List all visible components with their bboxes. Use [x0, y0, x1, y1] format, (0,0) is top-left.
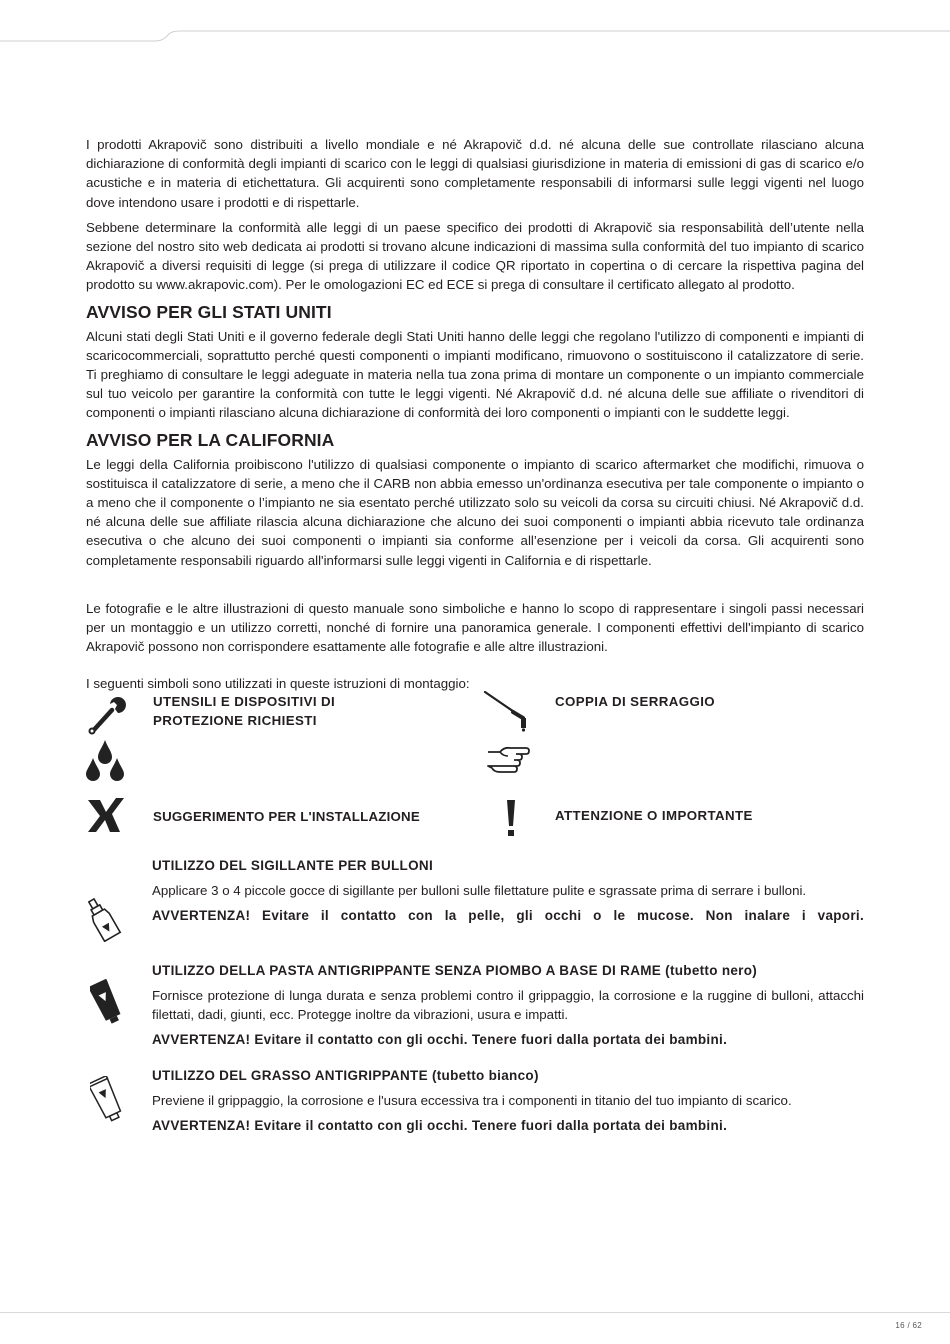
page-content	[86, 135, 864, 1135]
header-rule	[0, 0, 950, 45]
usage-copper-paste	[86, 961, 864, 1050]
california-notice-heading: AVVISO PER LA CALIFORNIA	[86, 429, 335, 450]
copper-paste-body: Fornisce protezione di lunga durata e senza problemi contro il grippaggio, la corrosione e la ruggine di bulloni, attacchi filettati, dadi, giunti, ecc. Protegge inoltre da vibrazioni, usura e impatti.	[152, 988, 864, 1023]
footer-rule	[0, 1312, 950, 1313]
akrapovic-logo-icon	[86, 796, 126, 834]
us-notice-heading: AVVISO PER GLI STATI UNITI	[86, 301, 332, 322]
california-notice-text: Le leggi della California proibiscono l'utilizzo di qualsiasi componente o impianto di scarico aftermarket che modifichi, rimuova o sostituisca il catalizzatore di serie, a meno che il CARB non abbia emesso un'ordinanza esecutiva per tale componente o impianto o a meno che il componente o l’impianto ne sia esentato perché utilizzato solo su veicoli da corsa su circuiti chiusi. Né Akrapovič d.d. né alcuna delle sue affiliate rilascia alcuna dichiarazione che alcuno dei suoi componenti o impianti abbia ricevuto tale ordinanza esecutiva o che alcuno dei suoi componenti o impianti sia conforme all’esenzione per i veicoli da corsa. Gli acquirenti sono completamente responsabili riguardo all'informarsi sulle leggi vigenti in California e di rispettarle.	[86, 456, 864, 568]
symbols-legend	[86, 694, 864, 854]
page-number: 16 / 62	[895, 1321, 922, 1330]
pointing-hand-icon	[486, 744, 530, 774]
sealant-body: Applicare 3 o 4 piccole gocce di sigillante per bulloni sulle filettature pulite e sgrassate prima di serrare i bulloni.	[152, 882, 807, 898]
copper-paste-warning: AVVERTENZA! Evitare il contatto con gli occhi. Tenere fuori dalla portata dei bambini.	[152, 1032, 728, 1048]
torque-label: COPPIA DI SERRAGGIO	[555, 693, 716, 709]
intro-paragraph: I prodotti Akrapovič sono distribuiti a livello mondiale e né Akrapovič d.d. né alcuna delle sue controllate rilasciano alcuna dichiarazione di conformità degli impianti di scarico con le leggi di qualsiasi giurisdizione in materia di emissioni di gas di scarico e/o acustiche e in materia di etichettatura. Gli acquirenti sono completamente responsabili di informarsi sulle leggi vigenti nel luogo dove intendono usare i prodotti e di rispettarle.	[86, 137, 864, 210]
white-tube-icon	[90, 1076, 122, 1122]
tip-label: SUGGERIMENTO PER L'INSTALLAZIONE	[153, 808, 420, 824]
torque-wrench-icon	[483, 688, 529, 732]
grease-warning: AVVERTENZA! Evitare il contatto con gli occhi. Tenere fuori dalla portata dei bambini.	[152, 1117, 728, 1133]
usage-sealant	[86, 856, 864, 925]
exclamation-icon	[502, 798, 520, 838]
compliance-paragraph: Sebbene determinare la conformità alle leggi di un paese specifico dei prodotti di Akrapovič sia responsabilità dell’utente nella sezione del nostro sito web dedicata ai prodotti si trovano alcune indicazioni di massima sulla conformità del tuo impianto di scarico Akrapovič a diversi requisiti di legge (si prega di utilizzare il codice QR riportato in copertina o di cercare la rispettiva pagina del prodotto su www.akrapovic.com). Per le omologazioni EC ed ECE si prega di consultare il certificato allegato al prodotto.	[86, 219, 864, 293]
drops-icon	[84, 738, 126, 782]
tools-label: UTENSILI E DISPOSITIVI DI PROTEZIONE RICHIESTI	[153, 693, 336, 729]
symbols-intro: I seguenti simboli sono utilizzati in queste istruzioni di montaggio:	[86, 676, 470, 692]
black-tube-icon	[90, 979, 122, 1025]
grease-body: Previene il grippaggio, la corrosione e l'usura eccessiva tra i componenti in titanio del tuo impianto di scarico.	[152, 1092, 792, 1108]
illustrations-paragraph: Le fotografie e le altre illustrazioni di questo manuale sono simboliche e hanno lo scopo di rappresentare i singoli passi necessari per un montaggio e un utilizzo corretti, nonché di fornire una panoramica generale. I componenti effettivi dell'impianto di scarico Akrapovič possono non corrispondere esattamente alle fotografie e alle altre illustrazioni.	[86, 600, 864, 655]
wrench-icon	[86, 696, 126, 736]
sealant-title: UTILIZZO DEL SIGILLANTE PER BULLONI	[152, 857, 433, 873]
usage-grease	[86, 1066, 864, 1135]
grease-title: UTILIZZO DEL GRASSO ANTIGRIPPANTE (tubetto bianco)	[152, 1067, 539, 1083]
sealant-warning: AVVERTENZA! Evitare il contatto con la pelle, gli occhi o le mucose. Non inalare i vapori.	[152, 907, 864, 923]
copper-paste-title: UTILIZZO DELLA PASTA ANTIGRIPPANTE SENZA PIOMBO A BASE DI RAME (tubetto nero)	[152, 963, 758, 979]
sealant-bottle-icon	[88, 894, 122, 942]
us-notice-text: Alcuni stati degli Stati Uniti e il governo federale degli Stati Uniti hanno delle leggi che regolano l'utilizzo di componenti e impianti di scaricocommerciali, soprattutto perché questi componenti o impianti modificano, rimuovono o sostituiscono il catalizzatore di serie. Ti preghiamo di consultare le leggi adeguate in materia nella tua zona prima di montare un componente o un impianto commerciale sul tuo veicolo per garantire la conformità con tutte le leggi vigenti. Né Akrapovič d.d. né alcuna delle sue affiliate o rivenditori di componenti o impianti rilasciano alcuna dichiarazione di conformità dei loro componenti o impianti con le suddette leggi.	[86, 328, 864, 421]
attention-label: ATTENZIONE O IMPORTANTE	[555, 807, 753, 823]
